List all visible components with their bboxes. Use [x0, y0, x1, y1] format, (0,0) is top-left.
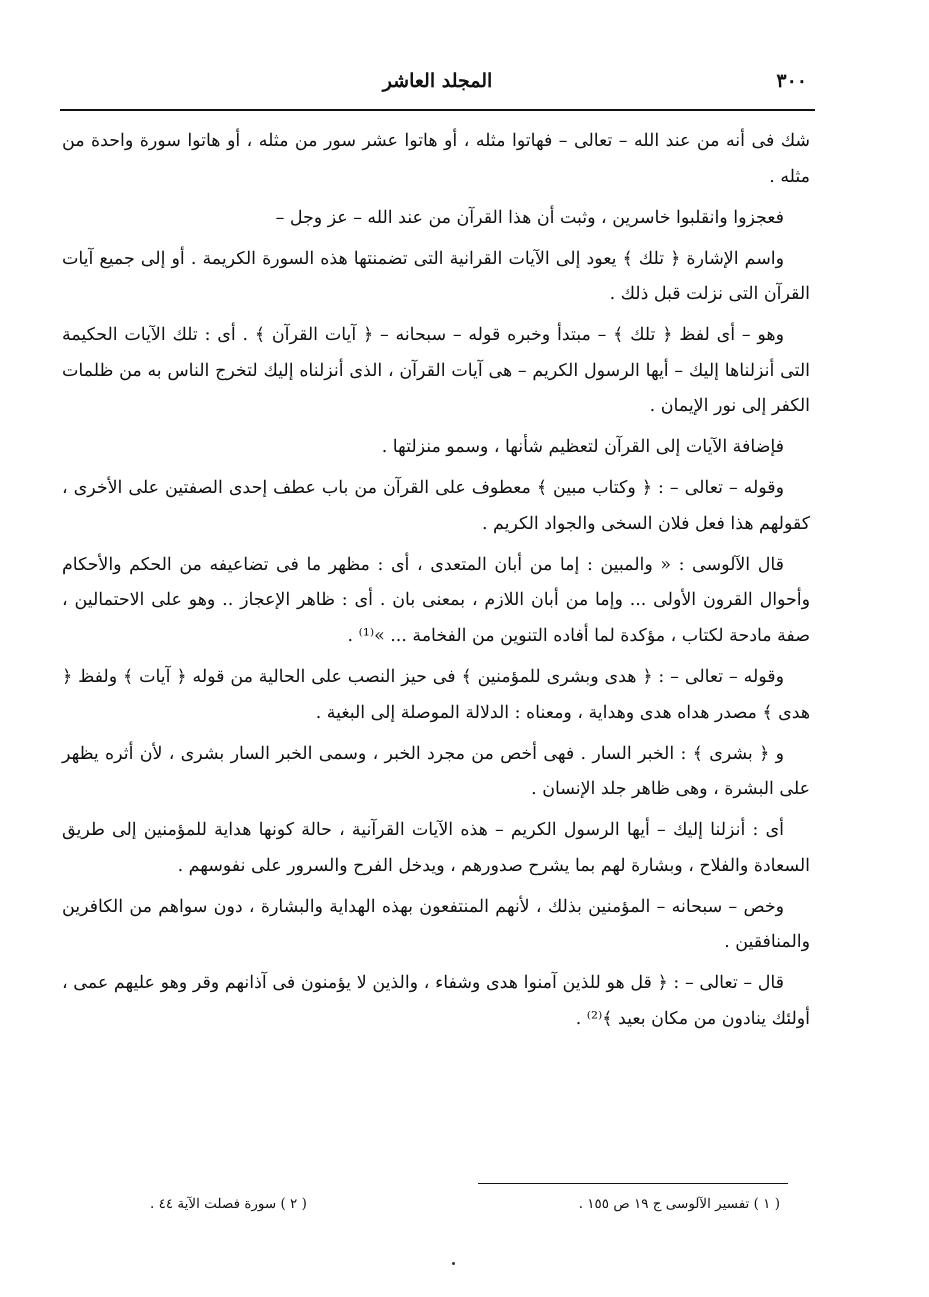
- header-rule: [60, 109, 815, 111]
- paragraph: فإضافة الآيات إلى القرآن لتعظيم شأنها ، وسمو منزلتها .: [381, 437, 784, 458]
- body-text: [62, 124, 810, 1043]
- page-header: [60, 70, 815, 106]
- paragraph: وخص – سبحانه – المؤمنين بذلك ، لأنهم المنتفعون بهذه الهداية والبشارة ، دون سواهم من الكافرين والمنافقين .: [62, 896, 810, 953]
- paragraph-quote-alusi: قال الآلوسى : « والمبين : إما من أبان المتعدى ، أى : مظهر ما فى تضاعيفه من الحكم والأحكام وأحوال القرون الأولى ... وإما من أبان اللازم ، بمعنى بان . أى : ظاهر الإعجاز .. وهو على الاحتمالين ، صفة مادحة لكتاب ، مؤكدة لما أفاده التنوين من الفخامة ... »⁽¹⁾ .: [62, 554, 810, 647]
- paragraph: وقوله – تعالى – : ﴿ هدى وبشرى للمؤمنين ﴾ فى حيز النصب على الحالية من قوله ﴿ آيات ﴾ ولفظ ﴿ هدى ﴾ مصدر هداه هدى وهداية ، ومعناه : الدلالة الموصلة إلى البغية .: [62, 667, 810, 723]
- paragraph: وهو – أى لفظ ﴿ تلك ﴾ – مبتدأ وخبره قوله – سبحانه – ﴿ آيات القرآن ﴾ . أى : تلك الآيات الحكيمة التى أنزلناها إليك – أيها الرسول الكريم – هى آيات القرآن ، الذى أنزلناه إليك لتخرج الناس به من ظلمات الكفر إلى نور الإيمان .: [62, 325, 810, 417]
- print-speck: [452, 1262, 455, 1265]
- footnote-1: ( ١ ) تفسير الآلوسى ج ١٩ ص ١٥٥ .: [578, 1196, 780, 1212]
- running-title: المجلد العاشر: [382, 70, 493, 92]
- page-number: ٣٠٠: [776, 70, 807, 92]
- paragraph: فعجزوا وانقلبوا خاسرين ، وثبت أن هذا القرآن من عند الله – عز وجل –: [275, 207, 784, 228]
- paragraph: وقوله – تعالى – : ﴿ وكتاب مبين ﴾ معطوف على القرآن من باب عطف إحدى الصفتين على الأخرى ، كقولهم هذا فعل فلان السخى والجواد الكريم .: [62, 478, 810, 534]
- paragraph-quran-quote: قال – تعالى – : ﴿ قل هو للذين آمنوا هدى وشفاء ، والذين لا يؤمنون فى آذانهم وقر وهو عليهم عمى ، أولئك ينادون من مكان بعيد ﴾⁽²⁾ .: [62, 973, 810, 1029]
- paragraph: واسم الإشارة ﴿ تلك ﴾ يعود إلى الآيات القرانية التى تضمنتها هذه السورة الكريمة . أو إلى جميع آيات القرآن التى نزلت قبل ذلك .: [62, 248, 810, 305]
- footnote-rule: [478, 1183, 788, 1184]
- footnote-2: ( ٢ ) سورة فصلت الآية ٤٤ .: [150, 1196, 307, 1212]
- paragraph: أى : أنزلنا إليك – أيها الرسول الكريم – هذه الآيات القرآنية ، حالة كونها هداية للمؤمنين إلى طريق السعادة والفلاح ، وبشارة لهم بما يشرح صدورهم ، ويدخل الفرح والسرور على نفوسهم .: [62, 820, 810, 876]
- paragraph-continuation: شك فى أنه من عند الله – تعالى – فهاتوا مثله ، أو هاتوا عشر سور من مثله ، أو هاتوا سورة واحدة من مثله .: [62, 131, 810, 187]
- paragraph: و ﴿ بشرى ﴾ : الخبر السار . فهى أخص من مجرد الخبر ، وسمى الخبر السار بشرى ، لأن أثره يظهر على البشرة ، وهى ظاهر جلد الإنسان .: [62, 743, 810, 800]
